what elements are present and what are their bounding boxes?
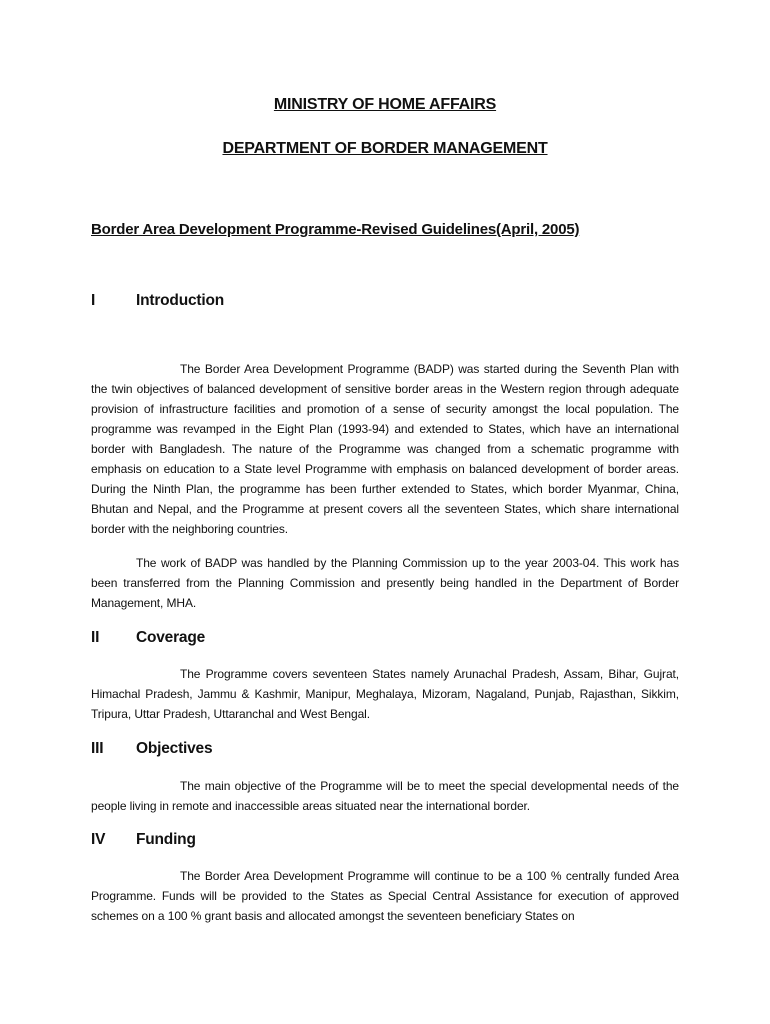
section-heading-funding xyxy=(91,831,196,849)
department-heading: DEPARTMENT OF BORDER MANAGEMENT xyxy=(222,140,548,157)
funding-paragraph: The Border Area Development Programme will continue to be a 100 % centrally funded Area Programme. Funds will be provided to the States as Special Central Assistance for execution of approved schemes on a 100 % grant basis and allocated amongst the seventeen beneficiary States on xyxy=(91,869,679,923)
objectives-paragraph: The main objective of the Programme will be to meet the special developmental needs of the people living in remote and inaccessible areas situated near the international border. xyxy=(91,779,679,813)
document-title: Border Area Development Programme-Revised Guidelines(April, 2005) xyxy=(91,221,580,238)
section-title: Introduction xyxy=(136,292,224,309)
section-title: Coverage xyxy=(136,629,206,646)
section-number: II xyxy=(91,629,100,646)
coverage-paragraph: The Programme covers seventeen States namely Arunachal Pradesh, Assam, Bihar, Gujrat, Himachal Pradesh, Jammu & Kashmir, Manipur, Meghalaya, Mizoram, Nagaland, Punjab, Rajasthan, Sikkim, Tripura, Uttar Pradesh, Uttaranchal and West Bengal. xyxy=(91,667,679,721)
section-title: Funding xyxy=(136,831,196,848)
section-heading-objectives xyxy=(91,740,212,758)
section-heading-introduction xyxy=(91,292,224,310)
introduction-paragraph-2: The work of BADP was handled by the Planning Commission up to the year 2003-04. This work has been transferred from the Planning Commission and presently being handled in the Department of Border Management, MHA. xyxy=(91,556,679,610)
section-title: Objectives xyxy=(136,740,213,757)
introduction-paragraph-1: The Border Area Development Programme (BADP) was started during the Seventh Plan with the twin objectives of balanced development of sensitive border areas in the Western region through adequate provision of infrastructure facilities and promotion of a sense of security amongst the local population. The programme was revamped in the Eight Plan (1993-94) and extended to States, which have an international border with Bangladesh. The nature of the Programme was changed from a schematic programme with emphasis on education to a State level Programme with emphasis on balanced development of border areas. During the Ninth Plan, the programme has been further extended to States, which border Myanmar, China, Bhutan and Nepal, and the Programme at present covers all the seventeen States, which share international border with the neighboring countries. xyxy=(91,362,679,536)
section-number: IV xyxy=(91,831,106,848)
section-heading-coverage xyxy=(91,629,205,647)
section-number: III xyxy=(91,740,104,757)
section-number: I xyxy=(91,292,96,309)
ministry-heading: MINISTRY OF HOME AFFAIRS xyxy=(273,96,497,113)
